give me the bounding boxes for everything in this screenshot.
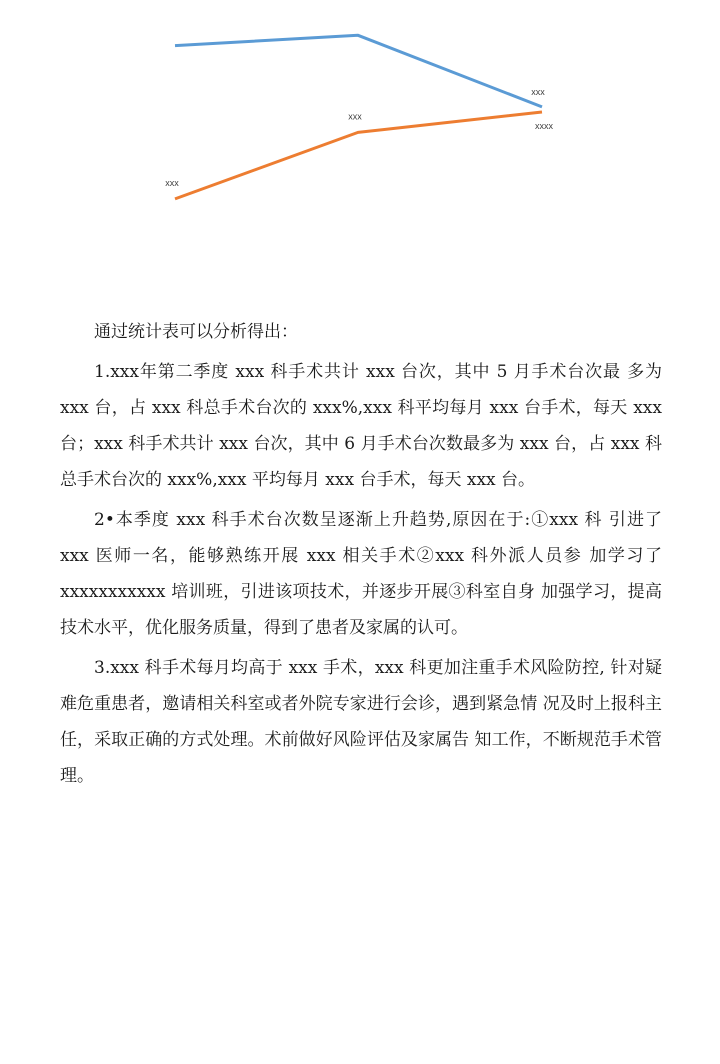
line-chart	[0, 0, 720, 260]
paragraph-1: 1.xxx年第二季度 xxx 科手术共计 xxx 台次，其中 5 月手术台次最 多为 xxx 台，占 xxx 科总手术台次的 xxx%,xxx 科平均每月 xxx 台手术，每天 xxx 台；xxx 科手术共计 xxx 台次，其中 6 月手术台次数最多为 xxx 台，占 xxx 科总手术台次的 xxx%,xxx 平均每月 xxx 台手术，每天 xxx 台。	[60, 362, 662, 490]
series-blue-data-label: xxx	[531, 86, 545, 97]
series-orange-data-label: xxx	[165, 177, 179, 188]
paragraph-3: 3.xxx 科手术每月均高于 xxx 手术，xxx 科更加注重手术风险防控, 针对疑难危重患者，邀请相关科室或者外院专家进行会诊，遇到紧急情 况及时上报科主任，采取正确的方式处理。术前做好风险评估及家属告 知工作，不断规范手术管理。	[60, 658, 662, 786]
series-orange-line	[175, 112, 542, 199]
series-orange-data-label: xxxx	[535, 121, 553, 131]
paragraph-2: 2•本季度 xxx 科手术台次数呈逐渐上升趋势,原因在于:①xxx 科 引进了 xxx 医师一名，能够熟练开展 xxx 相关手术②xxx 科外派人员参 加学习了 xxxxxxxxxxx 培训班，引进该项技术，并逐步开展③科室自身 加强学习，提高技术水平，优化服务质量，得到了患者及家属的认可。	[60, 510, 662, 638]
series-blue-line	[175, 35, 542, 107]
intro-line: 通过统计表可以分析得出：	[94, 322, 298, 342]
series-orange-data-label: xxx	[348, 111, 362, 122]
analysis-text	[60, 314, 662, 794]
